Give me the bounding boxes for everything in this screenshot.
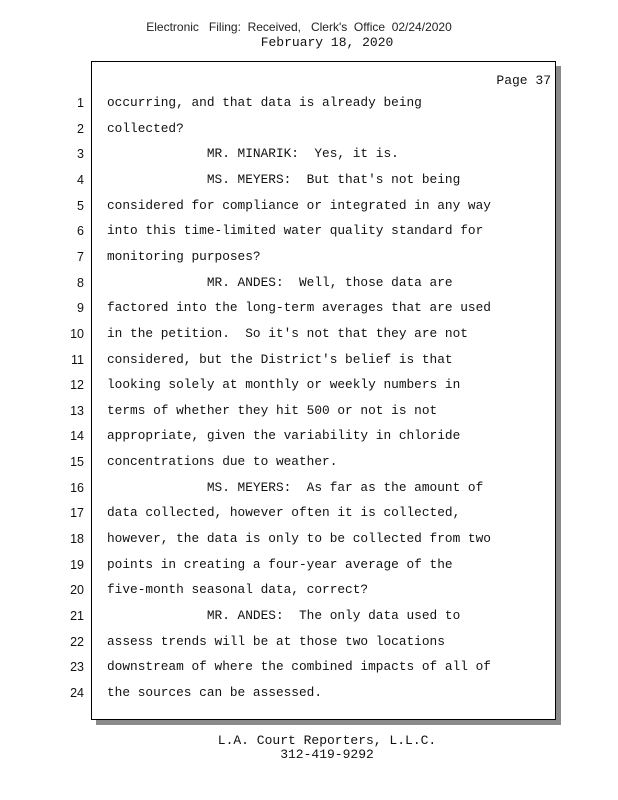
line-number: 5 <box>77 199 84 213</box>
transcript-line: MR. ANDES: Well, those data are <box>107 275 453 290</box>
transcript-line: considered, but the District's belief is that <box>107 352 453 367</box>
transcript-line: appropriate, given the variability in chloride <box>107 428 461 443</box>
page-number: Page 37 <box>496 73 551 88</box>
footer-phone: 312-419-9292 <box>280 747 374 762</box>
transcript-line: monitoring purposes? <box>107 249 261 264</box>
transcript-line: looking solely at monthly or weekly numbers in <box>107 377 461 392</box>
line-number: 23 <box>70 660 84 674</box>
header-date: February 18, 2020 <box>260 35 394 50</box>
line-number: 12 <box>70 378 84 392</box>
line-number: 6 <box>77 224 84 238</box>
line-number: 11 <box>71 353 84 367</box>
line-number: 22 <box>70 635 84 649</box>
footer-company: L.A. Court Reporters, L.L.C. <box>217 733 437 748</box>
transcript-line: concentrations due to weather. <box>107 454 338 469</box>
line-number: 15 <box>70 455 84 469</box>
transcript-line: MR. ANDES: The only data used to <box>107 608 461 623</box>
transcript-line: downstream of where the combined impacts of all of <box>107 659 491 674</box>
transcript-line: into this time-limited water quality standard for <box>107 223 484 238</box>
transcript-line: assess trends will be at those two locations <box>107 634 445 649</box>
line-number: 20 <box>70 583 84 597</box>
transcript-line: the sources can be assessed. <box>107 685 323 700</box>
line-number: 21 <box>70 609 84 623</box>
line-number: 24 <box>70 686 84 700</box>
line-number: 2 <box>77 122 84 136</box>
line-number: 19 <box>70 558 84 572</box>
line-number: 10 <box>70 327 84 341</box>
transcript-line: in the petition. So it's not that they are not <box>107 326 468 341</box>
transcript-line: MS. MEYERS: But that's not being <box>107 172 461 187</box>
line-number: 18 <box>70 532 84 546</box>
line-number: 4 <box>77 173 84 187</box>
transcript-line: points in creating a four-year average of the <box>107 557 453 572</box>
transcript-line: occurring, and that data is already being <box>107 95 422 110</box>
filing-stamp: Electronic Filing: Received, Clerk's Office 02/24/2020 <box>146 20 452 34</box>
transcript-line: data collected, however often it is collected, <box>107 505 461 520</box>
line-number: 16 <box>70 481 84 495</box>
transcript-line: factored into the long-term averages that are used <box>107 300 491 315</box>
line-number: 1 <box>77 96 84 110</box>
transcript-line: MR. MINARIK: Yes, it is. <box>107 146 399 161</box>
line-number: 13 <box>70 404 84 418</box>
line-number: 9 <box>77 301 84 315</box>
line-number: 8 <box>77 276 84 290</box>
line-number: 3 <box>77 147 84 161</box>
transcript-line: collected? <box>107 121 184 136</box>
transcript-line: five-month seasonal data, correct? <box>107 582 369 597</box>
transcript-line: considered for compliance or integrated in any way <box>107 198 491 213</box>
line-number: 17 <box>70 506 84 520</box>
line-number: 14 <box>70 429 84 443</box>
line-number: 7 <box>77 250 84 264</box>
transcript-line: MS. MEYERS: As far as the amount of <box>107 480 484 495</box>
transcript-line: however, the data is only to be collected from two <box>107 531 491 546</box>
transcript-line: terms of whether they hit 500 or not is not <box>107 403 438 418</box>
